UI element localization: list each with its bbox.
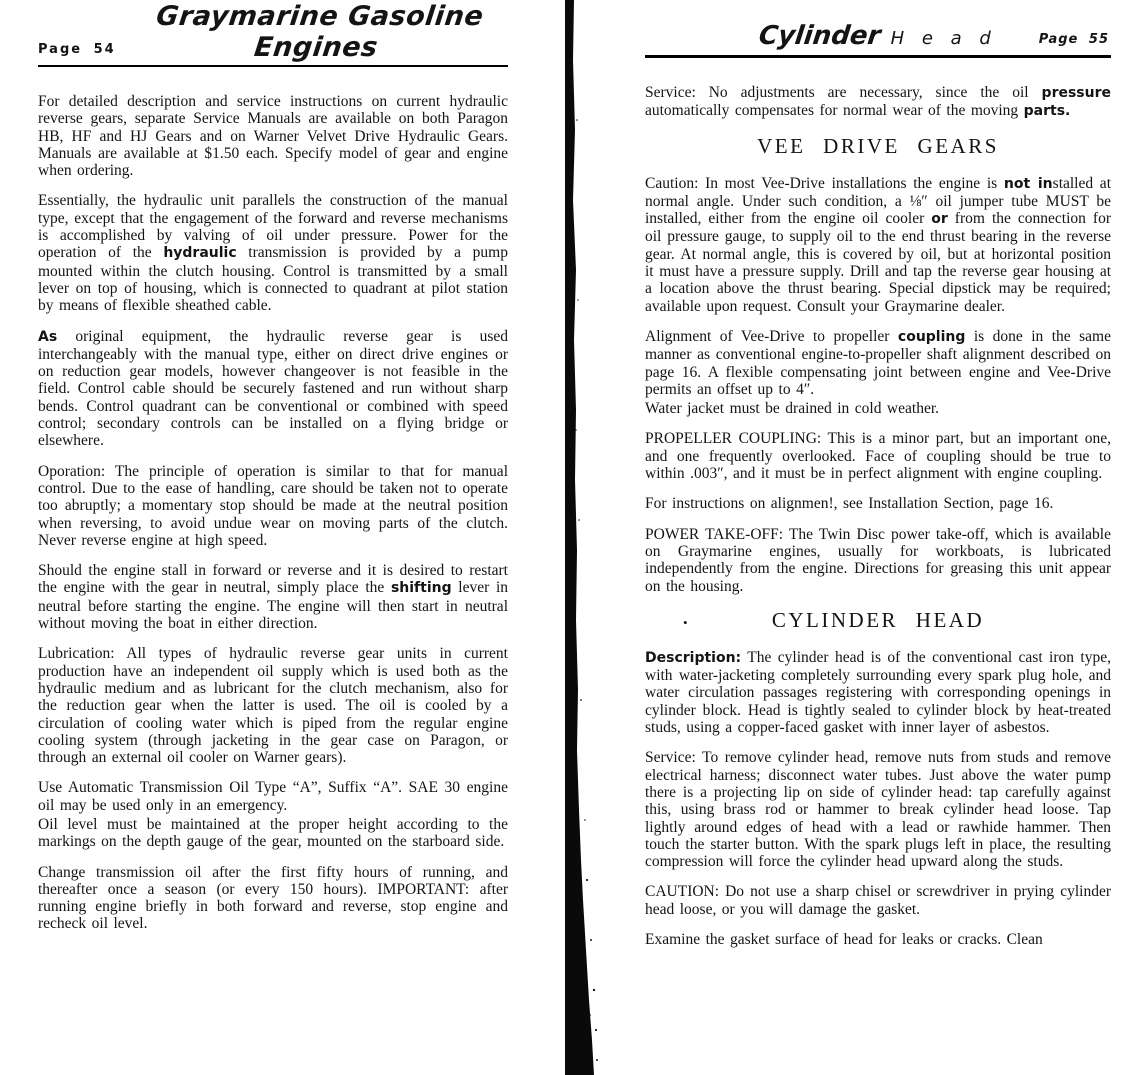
text-segment: PROPELLER COUPLING: This is a minor part, but an important one, and one frequently overlooked. Face of coupling should be true to within .003″, and it must be in perfect alignment with engine coupling. [645,430,1111,483]
bold-text-segment: pressure [1041,85,1111,101]
section-heading-text: CYLINDER HEAD [771,607,985,632]
bold-text-segment: parts. [1023,103,1071,120]
text-segment: Alignment of Vee-Drive to propeller [645,327,898,345]
text-segment: CAUTION: Do not use a sharp chisel or screwdriver in prying cylinder head loose, or you will damage the gasket. [645,883,1111,918]
left-running-title-text: Graymarine Gasoline Engines [154,1,486,63]
paragraph [38,463,508,549]
text-segment: Use Automatic Transmission Oil Type “A”, Suffix “A”. SAE 30 engine oil may be used only in an emergency. [38,779,508,814]
bold-text-segment: Description: [645,649,742,666]
paragraph [645,430,1111,482]
paragraph [38,645,508,766]
paragraph [38,328,508,450]
bold-text-segment: shifting [390,580,452,597]
right-page-header [645,16,1111,58]
text-segment: is done in the same manner as conventional engine-to-propeller shaft alignment described on page 16. A flexible compensating joint between engine and Vee-Drive permits an offset up to 4″. [645,327,1111,398]
bold-text-segment: As [38,328,58,345]
text-segment: transmission is provided by a pump mounted within the clutch housing. Control is transmitted by a small lever on top of housing, which is connected to quadrant at pilot station by means of flexible sheathed cable. [38,244,508,315]
text-segment: Oil level must be maintained at the proper height according to the markings on the depth gauge of the gear, mounted on the starboard side. [38,815,508,851]
bold-text-segment: not in [1003,175,1053,192]
paragraph [38,779,508,814]
paragraph [38,192,508,314]
text-segment: automatically compensates for normal wear of the moving [645,102,1024,120]
binding-gutter-shadow [560,0,602,1075]
paragraph [645,883,1111,918]
text-segment: Essentially, the hydraulic unit parallels the construction of the manual type, except that the engagement of the forward and reverse mechanisms is accomplished by valving of oil under pressure. Power for the operation of the [38,192,508,262]
paragraph [645,749,1111,870]
paragraph [645,175,1111,315]
paragraph [645,400,1111,417]
text-segment: Oporation: The principle of operation is similar to that for manual control. Due to the ease of handling, care should be taken not to operate too abruptly; a momentary stop should be made at the neutral position when reversing, to avoid undue wear on moving parts of the clutch. Never reverse engine at high speed. [38,462,508,549]
section-heading [645,608,1111,633]
paragraph [38,864,508,933]
paragraph [645,84,1111,121]
bullet-icon: • [683,614,688,630]
text-segment: Service: No adjustments are necessary, since the oil [645,84,1042,101]
left-page [38,1,509,946]
left-page-number: Page 54 [38,42,116,57]
text-segment: Caution: In most Vee-Drive installations the engine is [645,174,1004,192]
bold-text-segment: coupling [897,328,966,345]
section-heading [645,134,1111,159]
paragraph [38,93,508,179]
right-running-title-script: Cylinder [757,21,883,51]
text-segment: lever in neutral before starting the engine. The engine will then start in neutral without moving the boat in either direction. [38,579,509,633]
paragraph [645,931,1111,948]
text-segment: For detailed description and service instructions on current hydraulic reverse gears, separate Service Manuals are available on both Paragon HB, HF and HJ Gears and on Warner Velvet Drive Hydraulic Gears. Manuals are available at $1.50 each. Specify model of gear and engine when ordering. [38,93,508,180]
paragraph [645,328,1111,398]
section-heading-text: VEE DRIVE GEARS [757,133,999,158]
paragraph [645,526,1111,595]
text-segment: from the connection for oil pressure gauge, to supply oil to the end thrust bearing in the reverse gear. At normal angle, this is covered by oil, but at horizontal position it must have a pressure supply. Drill and tap the reverse gear housing at a location above the thrust bearing. Special dipstick may be required; available upon request. Consult your Graymarine dealer. [645,210,1111,315]
right-page-number: Page 55 [1038,32,1109,47]
text-segment: Lubrication: All types of hydraulic reverse gear units in current production have an independent oil supply which is used both as the hydraulic medium and as lubricant for the clutch mechanism, also for the reduction gear when the latter is used. The oil is cooled by a circulation of cooling water which is piped from the regular engine cooling system (through jacketing in the gear case on Paragon, or through an external oil cooler on Warner gears). [38,645,508,767]
text-segment: original equipment, the hydraulic reverse gear is used interchangeably with the manual type, either on direct drive engines or on reduction gear models, however changeover is not feasible in the field. Control cable should be securely fastened and run without sharp bends. Control quadrant can be conventional or combined with speed control; secondary controls can be installed on a flying bridge or elsewhere. [38,327,508,450]
text-segment: Water jacket must be drained in cold weather. [645,400,940,418]
paragraph [645,649,1111,736]
bold-text-segment: hydraulic [163,245,237,262]
text-segment: The cylinder head is of the conventional cast iron type, with water-jacketing completely surrounding every spark plug hole, and water circulation passages registering with corresponding openings in cylinder block. Head is tightly sealed to cylinder block by heat-treated studs, using a copper-faced gasket with inner layer of asbestos. [645,648,1111,737]
right-page-text-column [645,84,1111,948]
left-page-header [38,1,508,67]
left-page-text-column [38,93,508,933]
text-segment: Examine the gasket surface of head for leaks or cracks. Clean [645,930,1043,948]
text-segment: Service: To remove cylinder head, remove nuts from studs and remove electrical harness; disconnect water tubes. Just above the water pump there is a projecting lip on side of cylinder head: tap carefully against this, using brass rod or hammer to break cylinder head loose. Tap lightly around edges of head with a lead or rawhide hammer. Then touch the starter button. With the spark plugs left in place, the resulting compression will force the cylinder head upward along the studs. [645,749,1111,871]
paragraph [38,816,508,851]
paragraph [645,495,1111,512]
text-segment: POWER TAKE-OFF: The Twin Disc power take-off, which is available on Graymarine engines, usually for workboats, is lubricated independently from the engine. Directions for greasing this unit appear on the housing. [645,525,1111,595]
text-segment: stalled at normal angle. Under such condition, a ⅛″ oil jumper tube MUST be installed, either from the engine oil cooler [645,174,1111,228]
paragraph [38,562,508,632]
right-page [645,16,1111,961]
text-segment: Change transmission oil after the first fifty hours of running, and thereafter once a season (or every 150 hours). IMPORTANT: after running engine briefly in both forward and reverse, stop engine and recheck oil level. [38,863,508,933]
text-segment: Should the engine stall in forward or reverse and it is desired to restart the engine with the gear in neutral, simply place the [38,562,508,597]
left-running-title [128,1,508,63]
right-running-title-plain: H e a d [890,28,997,49]
bold-text-segment: or [931,211,948,228]
text-segment: For instructions on alignmen!, see Installation Section, page 16. [645,495,1054,513]
